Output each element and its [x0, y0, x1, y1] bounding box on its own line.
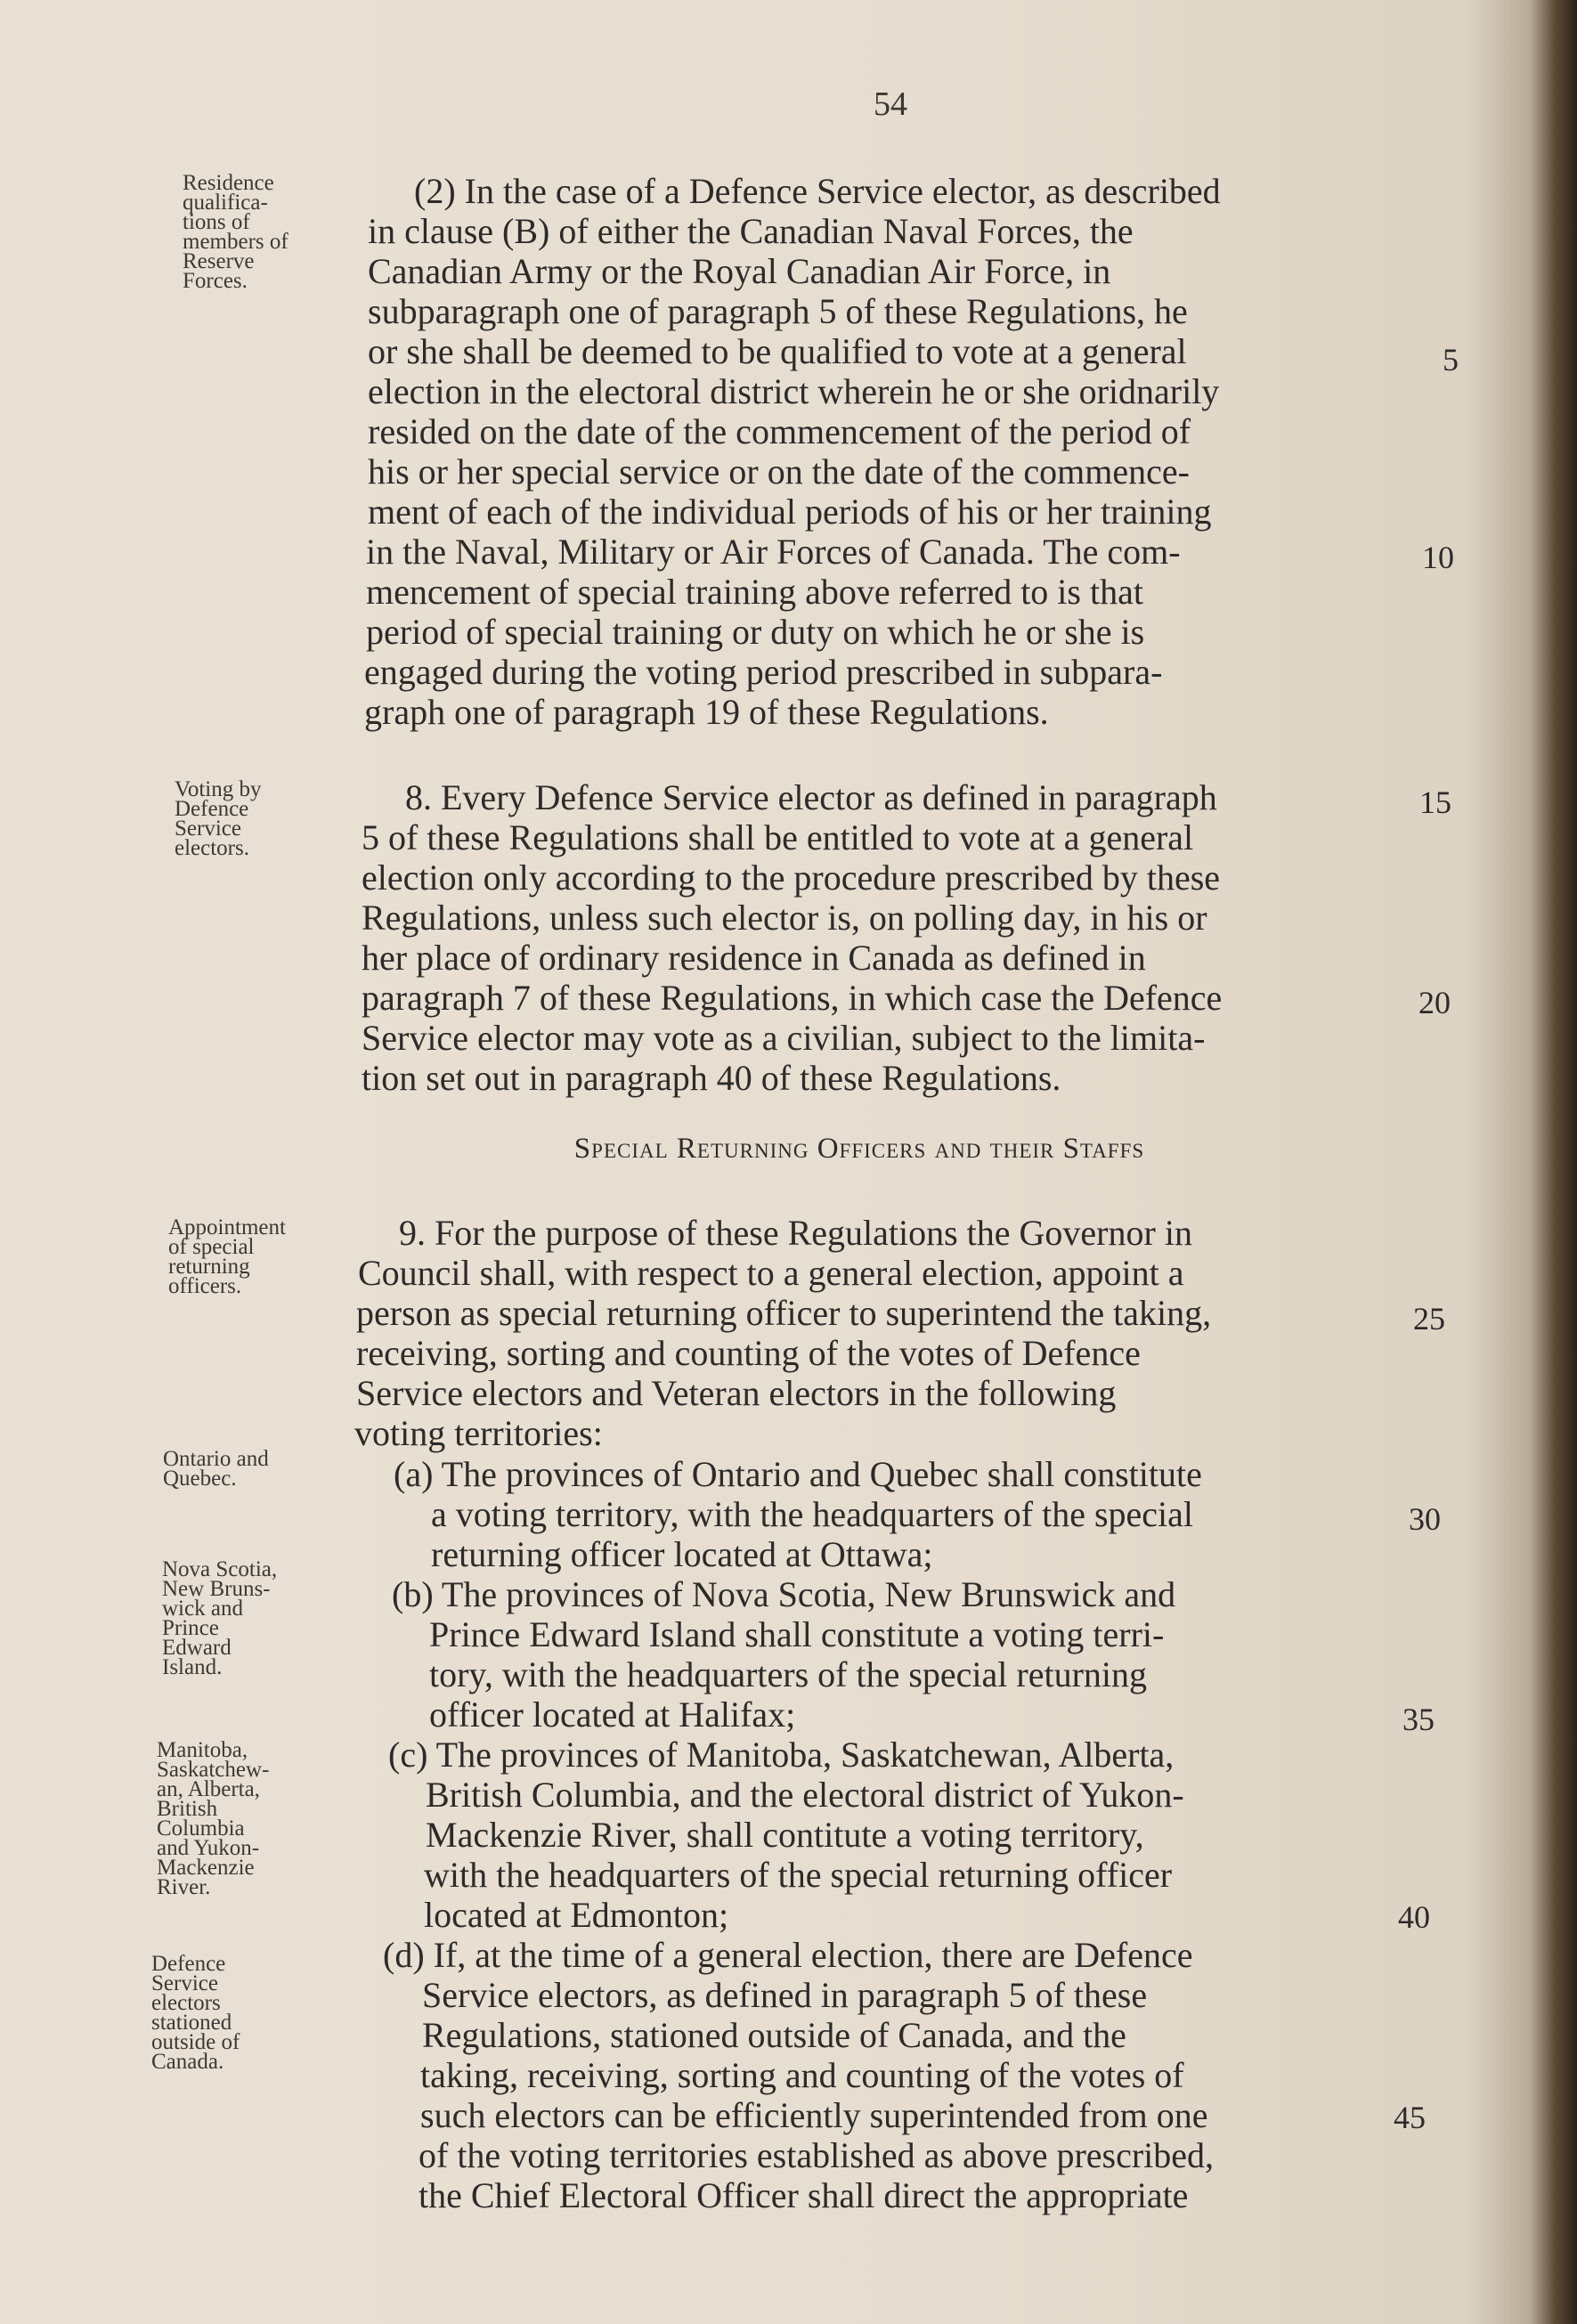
text-line: in clause (B) of either the Canadian Naval Forces, the [368, 211, 1134, 251]
heading-word: and [934, 1133, 982, 1165]
text-line: period of special training or duty on which he or she is [366, 612, 1145, 652]
margin-note-line: tions of [183, 210, 250, 234]
margin-note-line: Service [151, 1971, 218, 1995]
text-line: (b) The provinces of Nova Scotia, New Brunswick and [392, 1574, 1176, 1614]
line-number: 25 [1413, 1301, 1445, 1337]
margin-note-line: Canada. [151, 2050, 224, 2074]
line-number: 10 [1422, 540, 1454, 575]
text-line: in the Naval, Military or Air Forces of Canada. The com- [366, 532, 1181, 572]
margin-note-line: Residence [183, 171, 274, 195]
margin-note-line: River. [157, 1875, 211, 1899]
margin-note-line: wick and [162, 1597, 243, 1621]
margin-note-line: of special [168, 1235, 255, 1259]
margin-note-line: stationed [151, 2011, 232, 2035]
margin-note-line: New Bruns- [162, 1577, 271, 1601]
margin-note-manitoba [157, 1738, 335, 1899]
text-line: officer located at Halifax; [429, 1694, 796, 1735]
text-line: 5 of these Regulations shall be entitled to vote at a general [362, 817, 1194, 857]
margin-note-line: Prince [162, 1616, 219, 1640]
text-line: person as special returning officer to superintend the taking, [356, 1293, 1212, 1333]
text-line: ment of each of the individual periods of his or her training [368, 492, 1212, 532]
heading-word: Officers [817, 1133, 927, 1165]
text-line: graph one of paragraph 19 of these Regulations. [364, 692, 1049, 732]
margin-note-line: Defence [175, 797, 249, 821]
text-line: her place of ordinary residence in Canada as defined in [362, 938, 1146, 978]
text-line: mencement of special training above referred to is that [366, 572, 1143, 612]
margin-note-line: Nova Scotia, [162, 1557, 278, 1581]
text-line: election in the electoral district wherein he or she oridnarily [368, 371, 1220, 411]
text-line: such electors can be efficiently superintended from one [420, 2095, 1208, 2135]
margin-note-appointment [168, 1215, 346, 1298]
line-number: 35 [1402, 1702, 1435, 1737]
text-line: Service electors and Veteran electors in the following [356, 1373, 1117, 1413]
margin-note-line: Manitoba, [157, 1738, 248, 1762]
line-number: 40 [1398, 1899, 1430, 1935]
margin-note-line: Saskatchew- [157, 1758, 270, 1782]
text-line: British Columbia, and the electoral district of Yukon- [426, 1775, 1184, 1815]
text-line: (d) If, at the time of a general election, there are Defence [383, 1935, 1193, 1975]
text-line: election only according to the procedure prescribed by these [362, 857, 1221, 898]
text-line: his or her special service or on the date of the commence- [368, 451, 1190, 492]
text-line: Regulations, unless such elector is, on polling day, in his or [362, 898, 1207, 938]
text-line: 9. For the purpose of these Regulations the Governor in [399, 1213, 1192, 1253]
text-line: Service elector may vote as a civilian, subject to the limita- [362, 1018, 1206, 1058]
margin-note-ontario [163, 1447, 341, 1491]
heading-word: Staffs [1062, 1133, 1145, 1165]
line-number: 30 [1409, 1501, 1441, 1537]
margin-note-line: Island. [162, 1655, 223, 1679]
text-line: a voting territory, with the headquarters of the special [431, 1494, 1193, 1534]
margin-note-line: Columbia [157, 1816, 245, 1841]
line-number: 15 [1419, 784, 1451, 820]
margin-note-line: Service [175, 817, 241, 841]
heading-word: their [989, 1133, 1055, 1165]
text-line: Regulations, stationed outside of Canada, and the [422, 2015, 1126, 2055]
text-line: subparagraph one of paragraph 5 of these Regulations, he [368, 291, 1188, 331]
margin-note-line: qualifica- [183, 191, 268, 215]
section-heading [405, 1133, 1313, 1166]
margin-note-line: British [157, 1797, 218, 1821]
text-line: located at Edmonton; [424, 1895, 729, 1935]
margin-note-line: officers. [168, 1274, 242, 1298]
margin-note-line: Voting by [175, 777, 262, 801]
heading-word: Special [573, 1133, 669, 1165]
margin-note-nova-scotia [162, 1557, 340, 1679]
margin-note-residence [183, 171, 361, 293]
text-line: tion set out in paragraph 40 of these Regulations. [362, 1058, 1061, 1098]
margin-note-line: Appointment [168, 1215, 286, 1239]
margin-note-line: returning [168, 1255, 250, 1279]
margin-note-voting [175, 777, 353, 860]
text-line: receiving, sorting and counting of the votes of Defence [356, 1333, 1141, 1373]
margin-note-outside [151, 1954, 329, 2072]
text-line: Prince Edward Island shall constitute a voting terri- [429, 1614, 1165, 1654]
text-line: (a) The provinces of Ontario and Quebec shall constitute [394, 1454, 1202, 1494]
text-line: Mackenzie River, shall contitute a voting territory, [426, 1815, 1144, 1855]
margin-note-line: electors. [175, 836, 249, 860]
text-line: resided on the date of the commencement of the period of [368, 411, 1191, 451]
margin-note-line: Defence [151, 1952, 226, 1976]
margin-note-line: Forces. [183, 269, 248, 293]
margin-note-line: and Yukon- [157, 1836, 260, 1860]
text-line: of the voting territories established as above prescribed, [419, 2135, 1215, 2175]
text-line: the Chief Electoral Officer shall direct the appropriate [419, 2175, 1189, 2215]
page-number: 54 [874, 85, 907, 123]
text-line: taking, receiving, sorting and counting of the votes of [420, 2055, 1184, 2095]
text-line: Canadian Army or the Royal Canadian Air Force, in [368, 251, 1111, 291]
text-line: Council shall, with respect to a general election, appoint a [358, 1253, 1184, 1293]
line-number: 45 [1394, 2100, 1426, 2135]
text-line: tory, with the headquarters of the special returning [429, 1654, 1148, 1694]
line-number: 20 [1418, 985, 1451, 1020]
margin-note-line: an, Alberta, [157, 1777, 260, 1801]
text-line: Service electors, as defined in paragraph 5 of these [422, 1975, 1148, 2015]
margin-note-line: Quebec. [163, 1467, 237, 1491]
margin-note-line: members of [183, 230, 289, 254]
text-line: (2) In the case of a Defence Service elector, as described [414, 171, 1221, 211]
text-line: returning officer located at Ottawa; [431, 1534, 933, 1574]
heading-word: Returning [676, 1133, 809, 1165]
text-line: engaged during the voting period prescribed in subpara- [364, 652, 1163, 692]
text-line: paragraph 7 of these Regulations, in which case the Defence [362, 978, 1223, 1018]
margin-note-line: Edward [162, 1636, 232, 1660]
text-line: 8. Every Defence Service elector as defined in paragraph [405, 777, 1217, 817]
text-line: (c) The provinces of Manitoba, Saskatchewan, Alberta, [388, 1735, 1175, 1775]
line-number: 5 [1443, 342, 1459, 378]
text-line: voting territories: [354, 1413, 603, 1453]
margin-note-line: outside of [151, 2030, 240, 2054]
margin-note-line: electors [151, 1991, 221, 2015]
margin-note-line: Ontario and [163, 1447, 269, 1471]
margin-note-line: Reserve [183, 249, 255, 273]
text-line: or she shall be deemed to be qualified to vote at a general [368, 331, 1187, 371]
text-line: with the headquarters of the special returning officer [424, 1855, 1173, 1895]
margin-note-line: Mackenzie [157, 1856, 255, 1880]
